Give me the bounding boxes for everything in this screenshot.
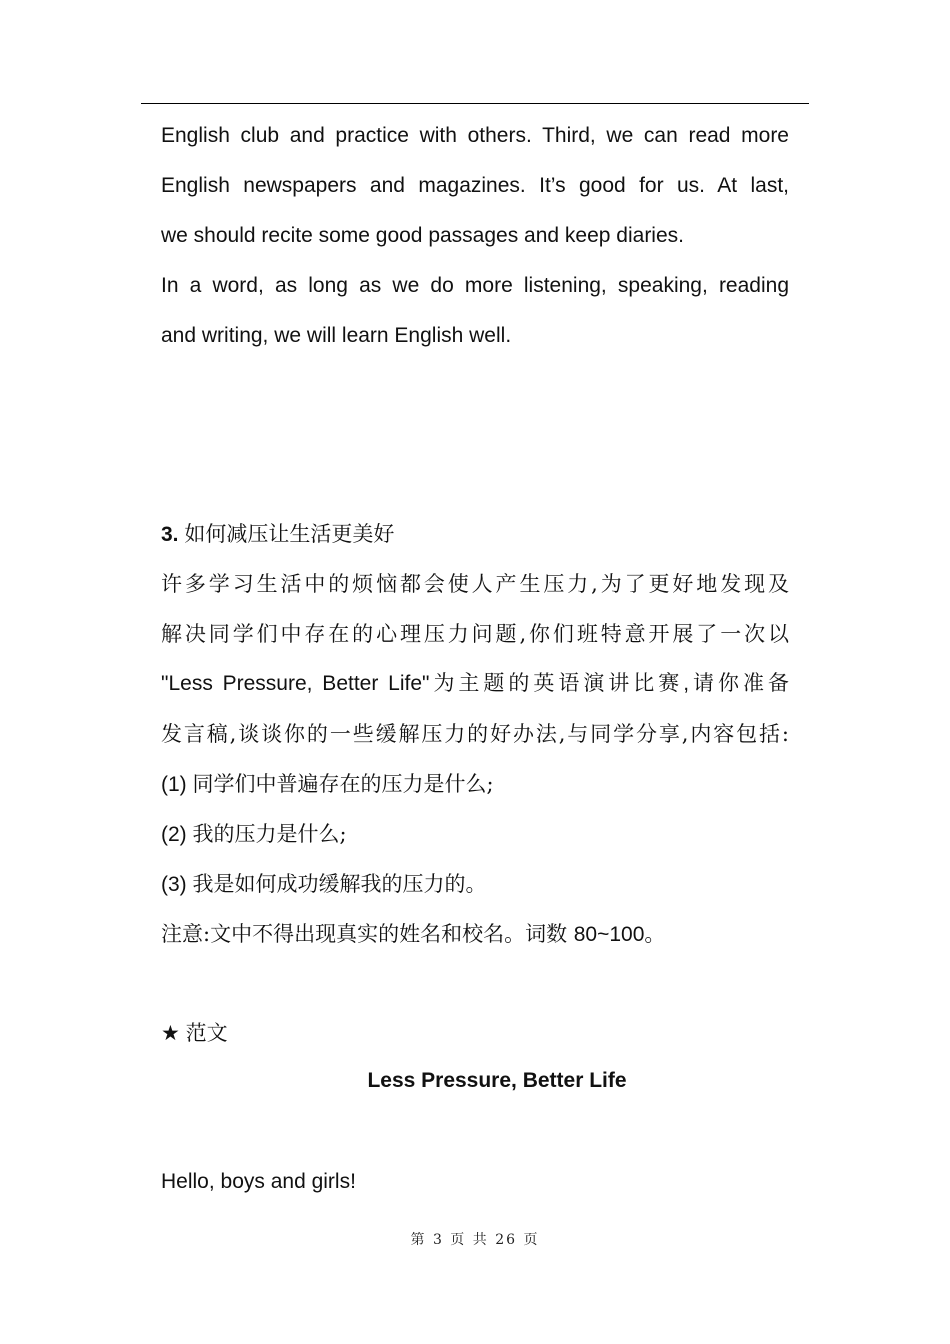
task-prompt-line-3: "Less Pressure, Better Life"为主题的英语演讲比赛,请你准备 (161, 672, 789, 695)
prev-essay-line-3: we should recite some good passages and keep diaries. (161, 224, 684, 247)
task-item-1 (161, 771, 494, 798)
task-title: 如何减压让生活更美好 (184, 522, 395, 546)
task-item-text: 同学们中普遍存在的压力是什么; (192, 772, 494, 796)
task-note (161, 921, 665, 948)
task-prompt-line-4: 发言稿,谈谈你的一些缓解压力的好办法,与同学分享,内容包括: (161, 722, 789, 746)
task-note-suffix: 。 (644, 922, 666, 946)
task-item-text: 我是如何成功缓解我的压力的。 (192, 872, 487, 896)
task-note-word-count: 80~100 (573, 923, 645, 946)
task-item-label: (3) (161, 873, 187, 896)
task-item-label: (1) (161, 773, 187, 796)
sample-essay-title: Less Pressure, Better Life (367, 1069, 627, 1092)
task-number: 3. (161, 523, 179, 546)
task-item-text: 我的压力是什么; (192, 822, 347, 846)
header-rule (141, 103, 809, 104)
sample-heading (161, 1020, 228, 1047)
prev-essay-line-2: English newspapers and magazines. It’s good for us. At last, (161, 174, 789, 197)
task-prompt-line-1: 许多学习生活中的烦恼都会使人产生压力,为了更好地发现及 (161, 572, 789, 596)
star-icon: ★ (161, 1021, 180, 1045)
task-item-2 (161, 821, 347, 848)
prev-essay-line-5: and writing, we will learn English well. (161, 324, 512, 347)
task-item-3 (161, 871, 487, 898)
task-heading (161, 521, 394, 548)
prev-essay-line-1: English club and practice with others. Third, we can read more (161, 124, 789, 147)
sample-essay-greeting: Hello, boys and girls! (161, 1170, 356, 1193)
task-note-prefix: 注意:文中不得出现真实的姓名和校名。词数 (161, 922, 574, 946)
task-prompt-line-2: 解决同学们中存在的心理压力问题,你们班特意开展了一次以 (161, 622, 789, 646)
task-item-label: (2) (161, 823, 187, 846)
prev-essay-line-4: In a word, as long as we do more listening, speaking, reading (161, 274, 789, 297)
sample-heading-label: 范文 (185, 1021, 228, 1045)
page-footer: 第 3 页 共 26 页 (410, 1232, 540, 1248)
